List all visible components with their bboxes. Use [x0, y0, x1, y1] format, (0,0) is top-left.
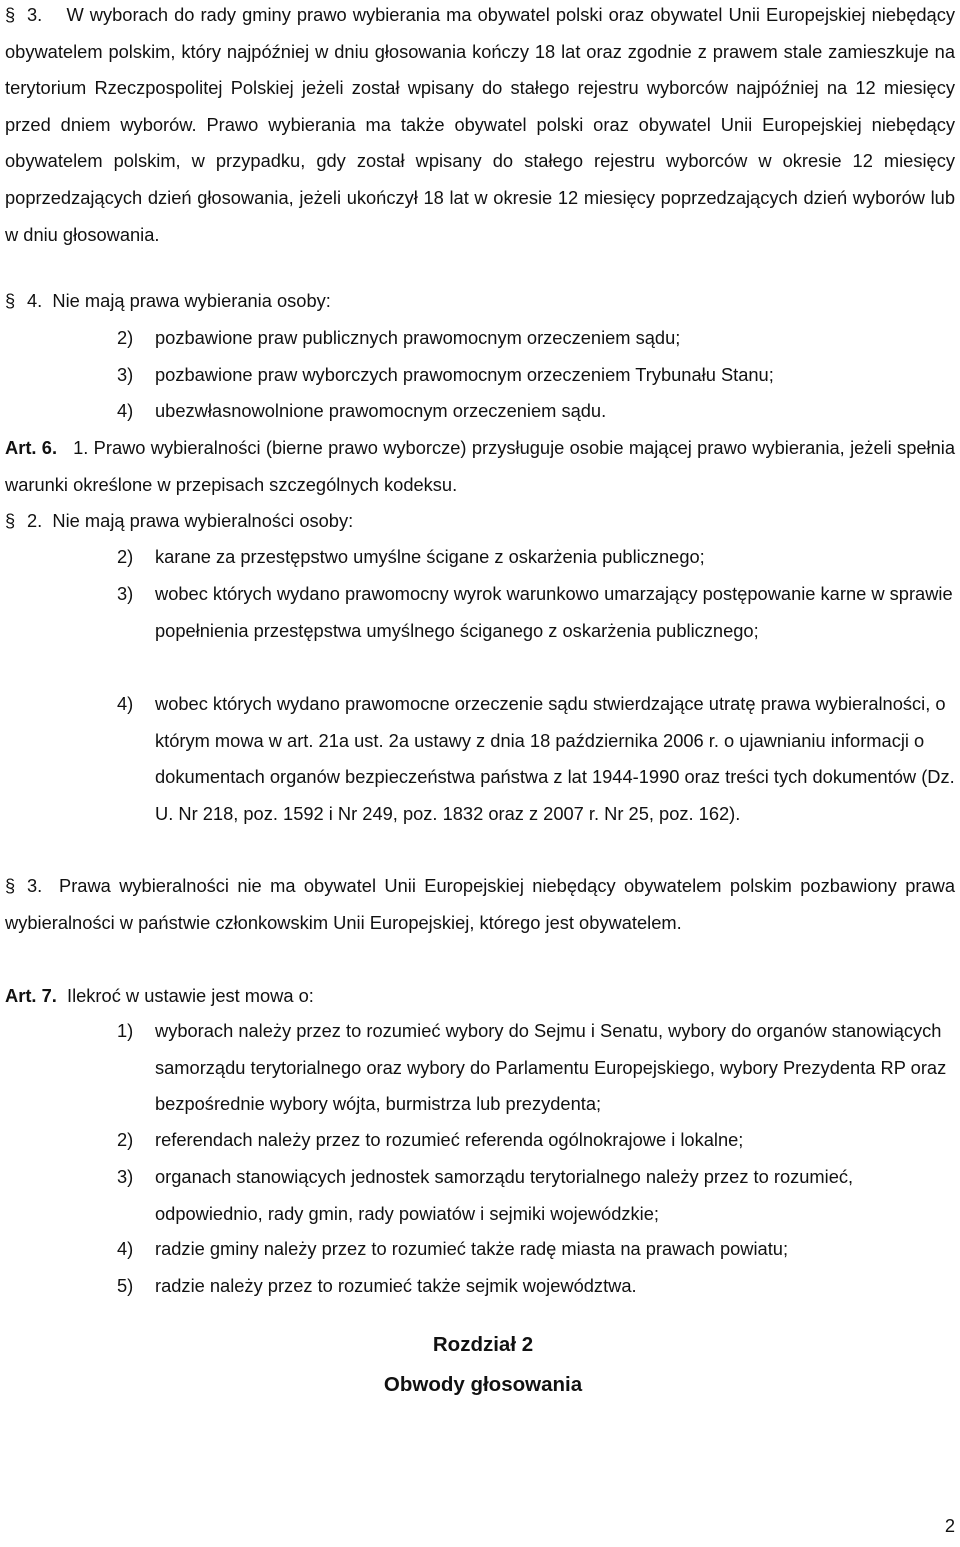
item-number: 2) [117, 327, 134, 348]
list-item [117, 686, 955, 832]
item-text: pozbawione praw wyborczych prawomocnym orzeczeniem Trybunału Stanu; [155, 364, 774, 385]
list-item [117, 1122, 955, 1159]
item-number: 3) [117, 1166, 134, 1187]
item-number: 4) [117, 400, 134, 421]
item-text: organach stanowiących jednostek samorządu terytorialnego należy przez to rozumieć, odpowiednio, rady gmin, rady powiatów i sejmiki wojewódzkie; [155, 1166, 854, 1224]
paragraph-number: 1. [73, 437, 89, 458]
section-symbol: § [5, 290, 16, 311]
list-item [117, 1231, 955, 1268]
paragraph-number: 4. [27, 290, 43, 311]
paragraph-text: Ilekroć w ustawie jest mowa o: [66, 985, 314, 1006]
item-number: 4) [117, 693, 134, 714]
paragraph-text: Nie mają prawa wybierania osoby: [52, 290, 331, 311]
section-symbol: § [5, 875, 16, 896]
paragraph-number: 2. [27, 510, 43, 531]
item-text: radzie należy przez to rozumieć także sejmik województwa. [155, 1275, 637, 1296]
article-label: Art. 6. [5, 437, 58, 458]
list-item [117, 539, 955, 576]
page-number: 2 [944, 1515, 955, 1536]
item-number: 1) [117, 1020, 134, 1041]
item-number: 4) [117, 1238, 134, 1259]
section-symbol: § [5, 510, 16, 531]
item-text: karane za przestępstwo umyślne ścigane z oskarżenia publicznego; [155, 546, 705, 567]
paragraph-4 [5, 283, 955, 320]
paragraph-text: Nie mają prawa wybieralności osoby: [52, 510, 354, 531]
item-text: ubezwłasnowolnione prawomocnym orzeczeniem sądu. [155, 400, 607, 421]
item-number: 3) [117, 364, 134, 385]
section-symbol: § [5, 4, 16, 25]
list-item [117, 576, 955, 649]
item-text: wobec których wydano prawomocne orzeczenie sądu stwierdzające utratę prawa wybieralności, o którym mowa w art. 21a ust. 2a ustawy z dnia 18 października 2006 r. o ujawnianiu informacji o dokumentach organów bezpieczeństwa państwa z lat 1944-1990 oraz treści tych dokumentów (Dz. U. Nr 218, poz. 1592 i Nr 249, poz. 1832 oraz z 2007 r. Nr 25, poz. 162). [155, 693, 955, 824]
list-item [117, 1013, 955, 1123]
item-number: 2) [117, 546, 134, 567]
chapter-number: Rozdział 2 [432, 1333, 534, 1356]
item-number: 2) [117, 1129, 134, 1150]
list-item [117, 1268, 955, 1305]
paragraph-number: 3. [27, 875, 43, 896]
article-6-paragraph-2 [5, 503, 955, 540]
item-text: wobec których wydano prawomocny wyrok warunkowo umarzający postępowanie karne w sprawie popełnienia przestępstwa umyślnego ściganego z oskarżenia publicznego; [155, 583, 953, 641]
item-number: 3) [117, 583, 134, 604]
article-7 [5, 978, 955, 1015]
paragraph-text: Prawo wybieralności (bierne prawo wyborcze) przysługuje osobie mającej prawo wybierania, jeżeli spełnia warunki określone w przepisach szczególnych kodeksu. [5, 437, 955, 495]
article-label: Art. 7. [5, 985, 57, 1006]
paragraph-text: Prawa wybieralności nie ma obywatel Unii Europejskiej niebędący obywatelem polskim pozbawiony prawa wybieralności w państwie członkowskim Unii Europejskiej, którego jest obywatelem. [5, 875, 955, 933]
paragraph-number: 3. [27, 4, 43, 25]
item-number: 5) [117, 1275, 134, 1296]
list-item [117, 1159, 955, 1232]
paragraph-3 [5, 0, 955, 253]
item-text: wyborach należy przez to rozumieć wybory do Sejmu i Senatu, wybory do organów stanowiących samorządu terytorialnego oraz wybory do Parlamentu Europejskiego, wybory Prezydenta RP oraz bezpośrednie wybory wójta, burmistrza lub prezydenta; [155, 1020, 947, 1115]
item-text: pozbawione praw publicznych prawomocnym orzeczeniem sądu; [155, 327, 681, 348]
item-text: referendach należy przez to rozumieć referenda ogólnokrajowe i lokalne; [155, 1129, 744, 1150]
article-6 [5, 430, 955, 503]
chapter-title: Obwody głosowania [383, 1373, 583, 1396]
list-item [117, 393, 955, 430]
list-item [117, 320, 955, 357]
list-item [117, 357, 955, 394]
article-6-paragraph-3 [5, 868, 955, 941]
item-text: radzie gminy należy przez to rozumieć także radę miasta na prawach powiatu; [155, 1238, 789, 1259]
paragraph-text: W wyborach do rady gminy prawo wybierania ma obywatel polski oraz obywatel Unii Europejskiej niebędący obywatelem polskim, który najpóźniej w dniu głosowania kończy 18 lat oraz zgodnie z prawem stale zamieszkuje na terytorium Rzeczpospolitej Polskiej jeżeli został wpisany do stałego rejestru wyborców najpóźniej na 12 miesięcy przed dniem wyborów. Prawo wybierania ma także obywatel polski oraz obywatel Unii Europejskiej niebędący obywatelem polskim, w przypadku, gdy został wpisany do stałego rejestru wyborców w okresie 12 miesięcy poprzedzających dzień głosowania, jeżeli ukończył 18 lat w okresie 12 miesięcy poprzedzających dzień wyborów lub w dniu głosowania. [5, 4, 955, 245]
